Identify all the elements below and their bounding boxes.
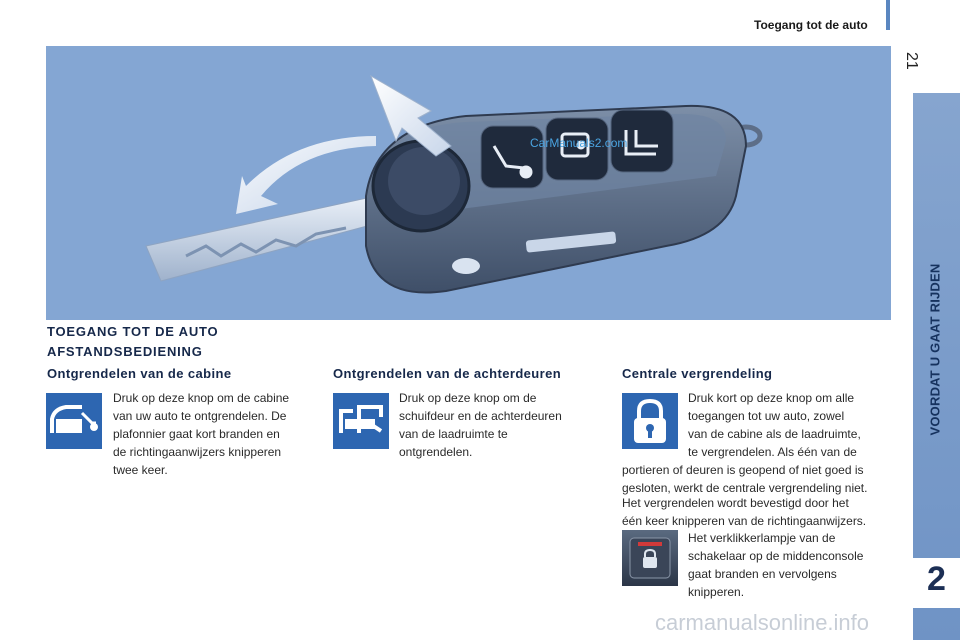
heading-unlock-rear: Ontgrendelen van de achterdeuren (333, 366, 562, 381)
text-indicator-lamp (688, 529, 893, 601)
page-number: 21 (903, 52, 920, 70)
text-line: van de cabine als de laadruimte, (688, 427, 861, 441)
running-header: Toegang tot de auto (754, 18, 868, 32)
text-line: schuifdeur en de achterdeuren (399, 409, 562, 423)
heading-central-locking: Centrale vergrendeling (622, 366, 773, 381)
fob-led (452, 258, 480, 274)
text-line: Druk op deze knop om de (399, 391, 537, 405)
text-line: van uw auto te ontgrendelen. De (113, 409, 287, 423)
console-lock-switch-photo (622, 530, 678, 586)
text-line: Druk kort op deze knop om alle (688, 391, 855, 405)
header-rule (886, 0, 890, 30)
section-subtitle: AFSTANDSBEDIENING (47, 344, 203, 359)
text-central-locking-confirm (622, 494, 897, 530)
unlock-cab-icon (46, 393, 102, 449)
footer-watermark: carmanualsonline.info (655, 610, 870, 635)
text-line: gaat branden en vervolgens (688, 567, 837, 581)
text-line: Het vergrendelen wordt bevestigd door het (622, 496, 849, 510)
padlock-icon (622, 393, 678, 449)
chapter-number: 2 (927, 560, 946, 598)
text-central-locking-a (688, 389, 893, 461)
text-line: de richtingaanwijzers knipperen (113, 445, 282, 459)
text-unlock-rear (399, 389, 599, 461)
key-fob-drawing (46, 46, 891, 320)
text-line: van de laadruimte te (399, 427, 508, 441)
text-line: plafonnier gaat kort branden en (113, 427, 280, 441)
unlock-rear-doors-icon (333, 393, 389, 449)
section-title: TOEGANG TOT DE AUTO (47, 324, 219, 339)
text-line: te vergrendelen. Als één van de (688, 445, 857, 459)
text-line: gesloten, werkt de centrale vergrendeling niet. (622, 481, 868, 495)
hero-watermark: CarManuals2.com (530, 136, 628, 150)
heading-unlock-cab: Ontgrendelen van de cabine (47, 366, 232, 381)
chapter-title: VOORDAT U GAAT RIJDEN (927, 263, 943, 436)
key-fob-illustration (46, 46, 891, 320)
text-line: schakelaar op de middenconsole (688, 549, 864, 563)
text-line: Het verklikkerlampje van de (688, 531, 836, 545)
key-blade (146, 196, 386, 281)
text-line: knipperen. (688, 585, 745, 599)
text-line: Druk op deze knop om de cabine (113, 391, 290, 405)
text-line: twee keer. (113, 463, 168, 477)
text-line: ontgrendelen. (399, 445, 473, 459)
text-central-locking-b (622, 461, 897, 497)
text-line: portieren of deuren is geopend of niet goed is (622, 463, 864, 477)
text-line: toegangen tot uw auto, zowel (688, 409, 845, 423)
text-unlock-cab (113, 389, 313, 479)
text-line: één keer knipperen van de richtingaanwijzers. (622, 514, 867, 528)
